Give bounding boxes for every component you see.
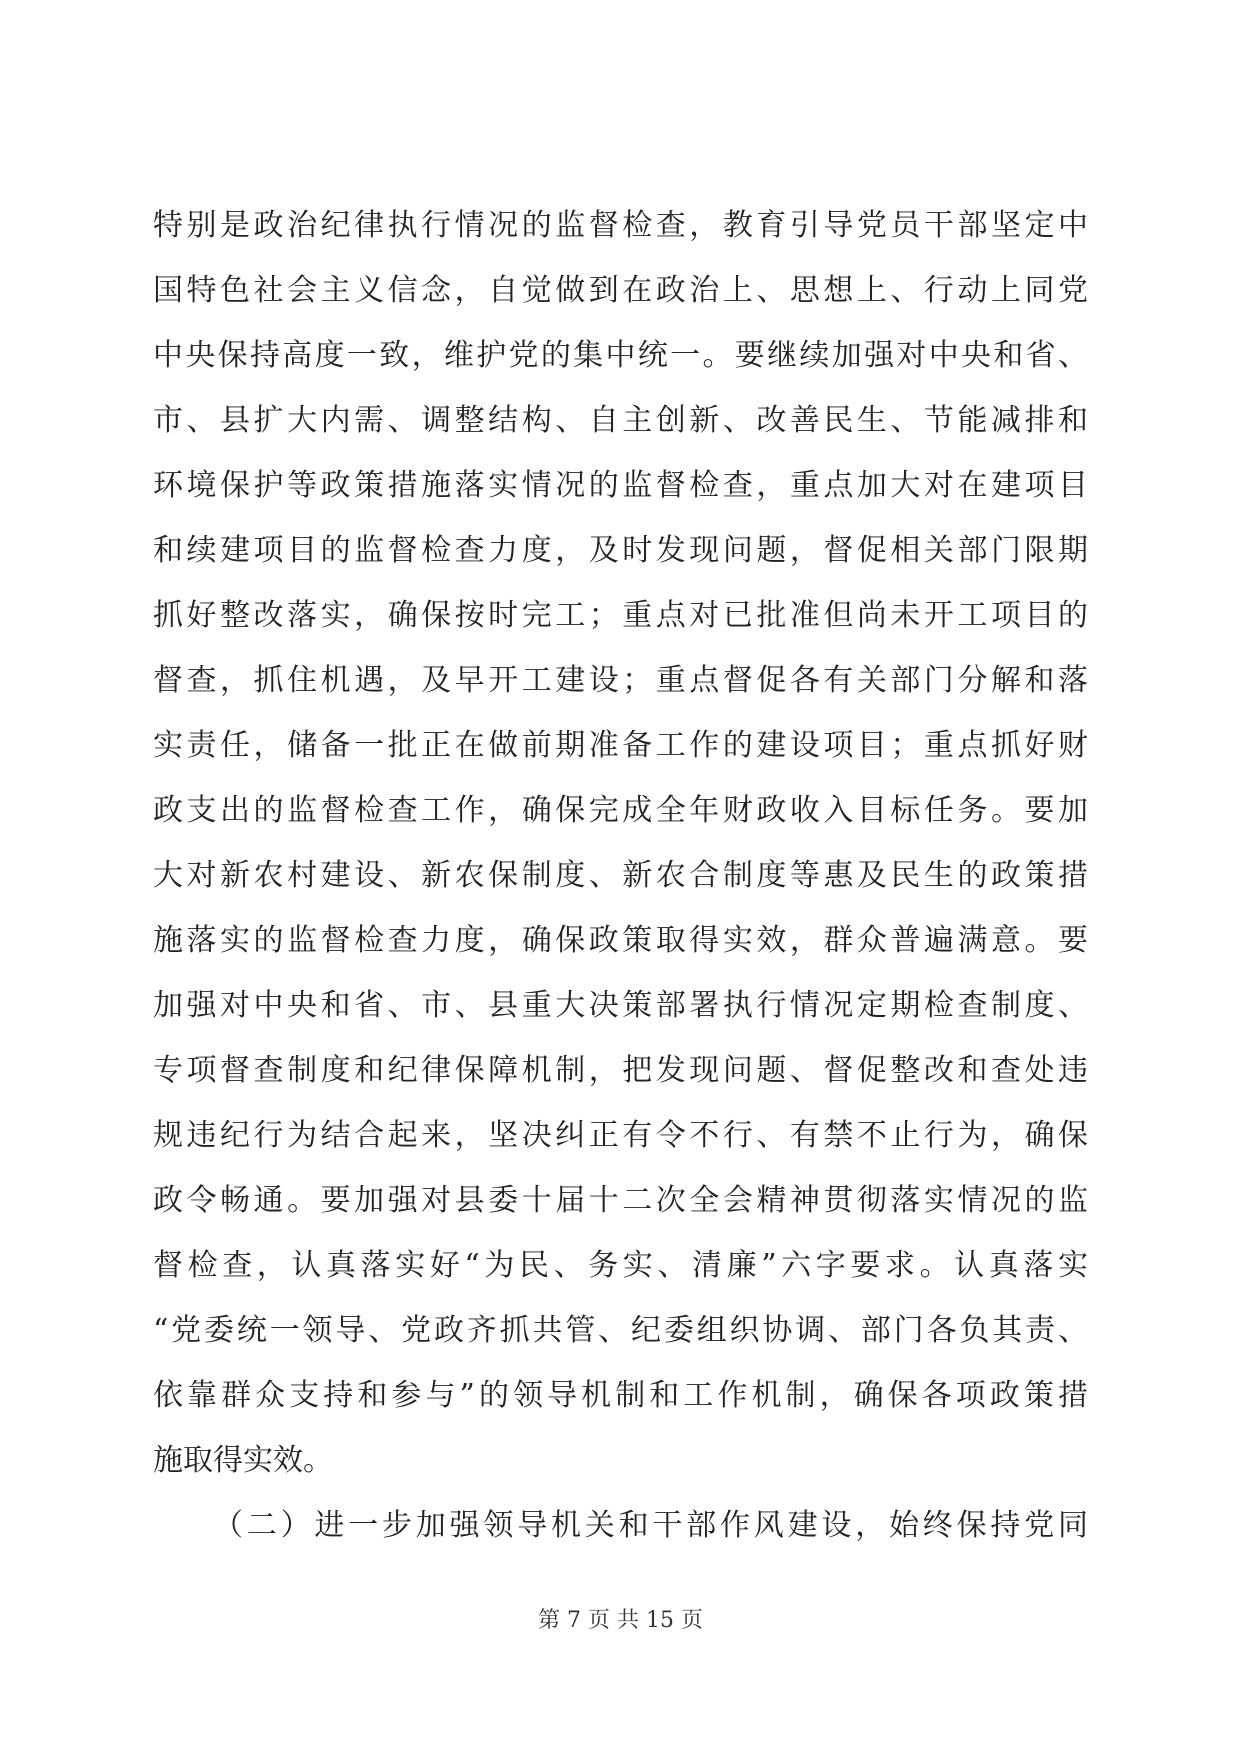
text-line: 政令畅通。要加强对县委十届十二次全会精神贯彻落实情况的监	[153, 1183, 1092, 1218]
text-line: 特别是政治纪律执行情况的监督检查，教育引导党员干部坚定中	[153, 208, 1092, 243]
text-line: 依靠群众支持和参与”的领导机制和工作机制，确保各项政策措	[153, 1378, 1093, 1413]
text-line: “党委统一领导、党政齐抓共管、纪委组织协调、部门各负其责、	[153, 1313, 1091, 1348]
text-line: 督查，抓住机遇，及早开工建设；重点督促各有关部门分解和落	[153, 663, 1092, 698]
text-line: 抓好整改落实，确保按时完工；重点对已批准但尚未开工项目的	[153, 598, 1092, 633]
text-line: 和续建项目的监督检查力度，及时发现问题，督促相关部门限期	[153, 533, 1092, 568]
text-line: 专项督查制度和纪律保障机制，把发现问题、督促整改和查处违	[153, 1053, 1092, 1088]
text-line: 督检查，认真落实好“为民、务实、清廉”六字要求。认真落实	[153, 1248, 1093, 1283]
text-line: 施落实的监督检查力度，确保政策取得实效，群众普遍满意。要	[153, 923, 1092, 958]
text-line: 大对新农村建设、新农保制度、新农合制度等惠及民生的政策措	[153, 858, 1092, 893]
text-line: 规违纪行为结合起来，坚决纠正有令不行、有禁不止行为，确保	[153, 1118, 1092, 1153]
page-number-label: 第 7 页 共 15 页	[538, 1608, 703, 1633]
text-line: 加强对中央和省、市、县重大决策部署执行情况定期检查制度、	[153, 988, 1092, 1023]
text-line: 实责任，储备一批正在做前期准备工作的建设项目；重点抓好财	[153, 728, 1092, 763]
page-number-footer	[0, 1606, 1241, 1636]
text-line: 市、县扩大内需、调整结构、自主创新、改善民生、节能减排和	[153, 403, 1092, 438]
text-line: 国特色社会主义信念，自觉做到在政治上、思想上、行动上同党	[153, 273, 1092, 308]
text-line: 施取得实效。	[153, 1443, 333, 1478]
text-line: 政支出的监督检查工作，确保完成全年财政收入目标任务。要加	[153, 793, 1092, 828]
text-line: 中央保持高度一致，维护党的集中统一。要继续加强对中央和省、	[153, 338, 1091, 373]
section-heading-line: （二）进一步加强领导机关和干部作风建设，始终保持党同	[213, 1508, 1092, 1543]
text-line: 环境保护等政策措施落实情况的监督检查，重点加大对在建项目	[153, 468, 1092, 503]
